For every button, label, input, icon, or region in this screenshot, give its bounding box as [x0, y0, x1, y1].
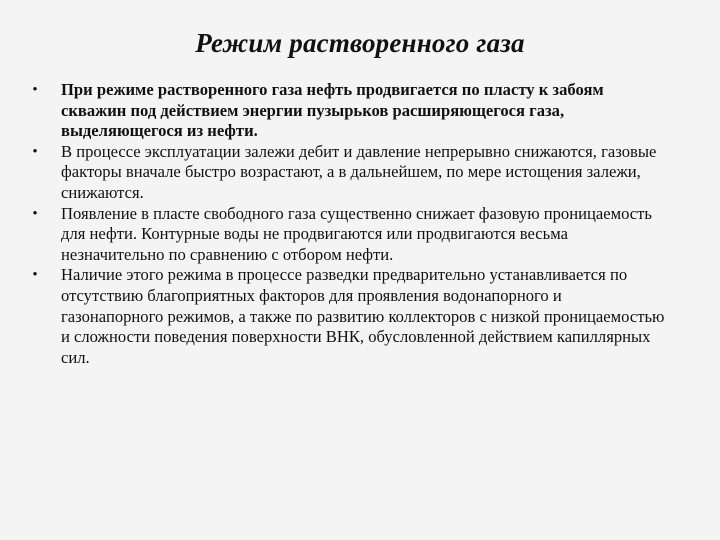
bullet-text-3: Появление в пласте свободного газа существенно снижает фазовую проницаемость для нефти. Контурные воды не продвигаются или продвигаются весьма незначительно по сравнению с отбором нефти. — [61, 203, 652, 264]
bullet-item-3 — [28, 204, 668, 266]
bullet-list — [28, 80, 668, 368]
slide-title: Режим растворенного газа — [195, 28, 525, 58]
bullet-item-2 — [28, 142, 668, 204]
bullet-item-4 — [28, 265, 668, 368]
bullet-item-1 — [28, 80, 668, 142]
bullet-text-1: При режиме растворенного газа нефть продвигается по пласту к забоям скважин под действием энергии пузырьков расширяющегося газа, выделяющегося из нефти. — [61, 80, 604, 141]
bullet-icon: • — [32, 267, 38, 284]
bullet-text-4: Наличие этого режима в процессе разведки предварительно устанавливается по отсутствию благоприятных факторов для проявления водонапорного и газонапорного режимов, а также по развитию коллекторов с низкой проницаемостью и сложности поведения поверхности ВНК, обусловленной действием капиллярных сил. — [61, 265, 665, 367]
bullet-icon: • — [32, 205, 38, 222]
bullet-icon: • — [32, 143, 38, 160]
bullet-text-2: В процессе эксплуатации залежи дебит и давление непрерывно снижаются, газовые факторы вначале быстро возрастают, а в дальнейшем, по мере истощения залежи, снижаются. — [61, 141, 657, 202]
bullet-icon: • — [32, 82, 38, 98]
